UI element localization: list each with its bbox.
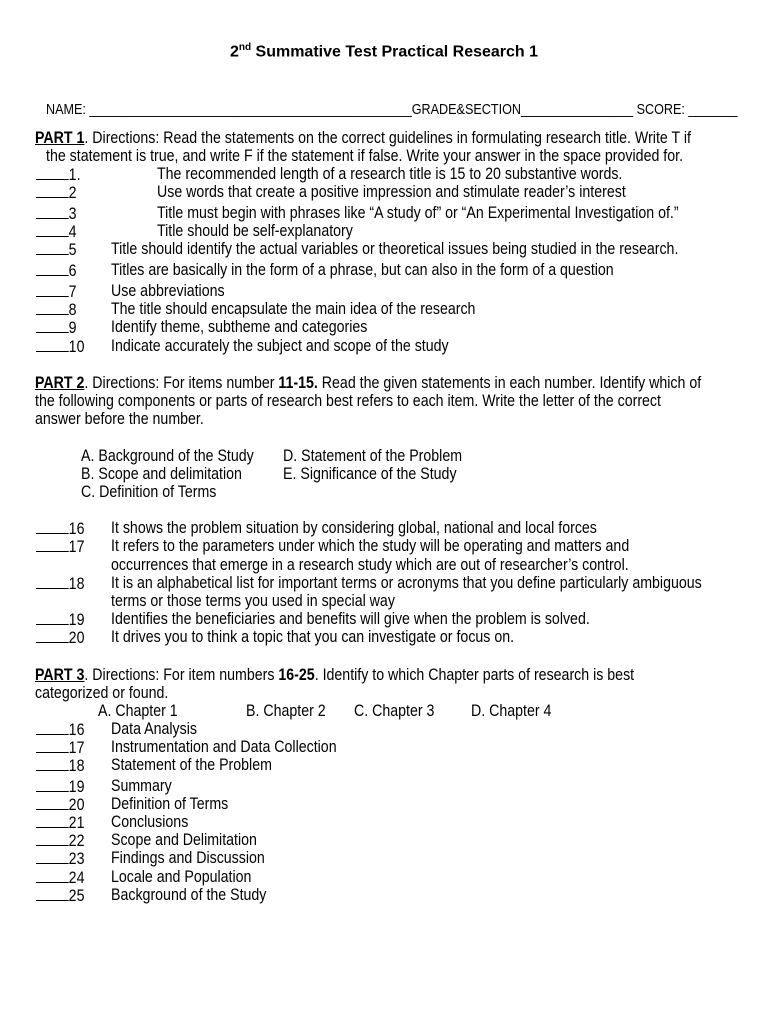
answer-row <box>36 813 84 832</box>
answer-row <box>36 261 77 280</box>
part3-label: PART 3 <box>35 666 85 684</box>
item-number: 8 <box>68 301 77 319</box>
answer-blank[interactable] <box>36 183 69 198</box>
answer-row <box>36 610 84 629</box>
answer-row <box>36 795 84 814</box>
answer-blank[interactable] <box>36 813 69 828</box>
answer-row <box>36 318 77 337</box>
item-number: 25 <box>68 887 85 905</box>
part2-directions-a: . Directions: For items number <box>84 374 279 392</box>
answer-blank[interactable] <box>36 204 69 219</box>
answer-blank[interactable] <box>36 261 69 276</box>
item-text: It shows the problem situation by considering global, national and local forces <box>111 519 597 537</box>
item-number: 10 <box>68 338 85 356</box>
item-text-continued: occurrences that emerge in a research study which are out of researcher’s control. <box>111 556 629 574</box>
item-text: Instrumentation and Data Collection <box>111 738 337 756</box>
part2-choice-d: D. Statement of the Problem <box>283 447 463 465</box>
answer-row <box>36 628 84 647</box>
answer-blank[interactable] <box>36 738 69 753</box>
answer-row <box>36 886 84 905</box>
answer-blank[interactable] <box>36 337 69 352</box>
answer-blank[interactable] <box>36 222 69 237</box>
part3-directions-b: . Identify to which Chapter parts of research is best <box>314 666 635 684</box>
part3-directions-line2: categorized or found. <box>35 684 169 702</box>
answer-row <box>36 337 84 356</box>
answer-blank[interactable] <box>36 318 69 333</box>
item-number: 23 <box>68 850 85 868</box>
part1-label: PART 1 <box>35 129 85 147</box>
answer-blank[interactable] <box>36 300 69 315</box>
part3-choice-d: D. Chapter 4 <box>471 702 552 720</box>
part1-directions-line1 <box>35 129 691 147</box>
item-text: The title should encapsulate the main idea of the research <box>111 300 476 318</box>
answer-row <box>36 300 77 319</box>
answer-row <box>36 183 77 202</box>
part2-directions-line1 <box>35 374 701 392</box>
part2-choice-a: A. Background of the Study <box>81 447 254 465</box>
item-text: Locale and Population <box>111 868 252 886</box>
item-text: Identifies the beneficiaries and benefits will give when the problem is solved. <box>111 610 590 628</box>
item-number: 19 <box>68 611 85 629</box>
item-text: Conclusions <box>111 813 189 831</box>
item-text: Indicate accurately the subject and scope of the study <box>111 337 449 355</box>
answer-row <box>36 574 84 593</box>
answer-row <box>36 204 77 223</box>
item-number: 1. <box>68 166 81 184</box>
item-number: 21 <box>68 814 85 832</box>
part2-label: PART 2 <box>35 374 85 392</box>
student-info-line: NAME: ______________________________________________GRADE&SECTION________________ SCORE: _______ <box>46 101 738 118</box>
item-number: 3 <box>68 205 77 223</box>
item-text: Use abbreviations <box>111 282 225 300</box>
part2-choice-b: B. Scope and delimitation <box>81 465 242 483</box>
item-text: Title must begin with phrases like “A study of” or “An Experimental Investigation of.” <box>157 204 679 222</box>
answer-row <box>36 738 84 757</box>
item-number: 17 <box>68 739 85 757</box>
item-text: Titles are basically in the form of a phrase, but can also in the form of a question <box>111 261 614 279</box>
item-number: 9 <box>68 319 77 337</box>
answer-row <box>36 222 77 241</box>
answer-blank[interactable] <box>36 537 69 552</box>
item-number: 20 <box>68 796 85 814</box>
part2-range: 11-15. <box>278 374 318 392</box>
answer-blank[interactable] <box>36 720 69 735</box>
item-text: Findings and Discussion <box>111 849 265 867</box>
part1-directions-line2: the statement is true, and write F if the statement if false. Write your answer in the space provided for. <box>46 147 684 165</box>
answer-blank[interactable] <box>36 886 69 901</box>
answer-row <box>36 519 84 538</box>
item-number: 22 <box>68 832 85 850</box>
answer-row <box>36 240 77 259</box>
item-text: Data Analysis <box>111 720 197 738</box>
item-text: Scope and Delimitation <box>111 831 257 849</box>
answer-blank[interactable] <box>36 849 69 864</box>
answer-blank[interactable] <box>36 831 69 846</box>
answer-row <box>36 756 84 775</box>
title-prefix: 2 <box>229 43 239 61</box>
item-text: Title should be self-explanatory <box>157 222 353 240</box>
part2-directions-line2: the following components or parts of research best refers to each item. Write the letter of the correct <box>35 392 661 410</box>
answer-blank[interactable] <box>36 282 69 297</box>
part3-choice-c: C. Chapter 3 <box>354 702 435 720</box>
item-number: 17 <box>68 538 85 556</box>
answer-blank[interactable] <box>36 240 69 255</box>
answer-blank[interactable] <box>36 628 69 643</box>
item-number: 16 <box>68 721 85 739</box>
part3-directions-line1 <box>35 666 634 684</box>
part3-directions-a: . Directions: For item numbers <box>84 666 279 684</box>
item-number: 19 <box>68 778 85 796</box>
part3-choice-b: B. Chapter 2 <box>246 702 326 720</box>
item-text: Background of the Study <box>111 886 267 904</box>
answer-row <box>36 282 77 301</box>
answer-row <box>36 831 84 850</box>
item-number: 24 <box>68 869 85 887</box>
item-number: 5 <box>68 241 77 259</box>
item-text: Identify theme, subtheme and categories <box>111 318 368 336</box>
answer-row <box>36 849 84 868</box>
answer-blank[interactable] <box>36 777 69 792</box>
part1-directions-text: . Directions: Read the statements on the correct guidelines in formulating research title. Write T if <box>84 129 691 147</box>
item-number: 18 <box>68 575 85 593</box>
page-title <box>0 42 768 61</box>
part3-choice-a: A. Chapter 1 <box>98 702 178 720</box>
answer-row <box>36 720 84 739</box>
item-text: It is an alphabetical list for important terms or acronyms that you define particularly ambiguous <box>111 574 702 592</box>
title-superscript: nd <box>238 42 252 53</box>
item-text: Title should identify the actual variables or theoretical issues being studied in the research. <box>111 240 679 258</box>
answer-row <box>36 868 84 887</box>
part2-directions-b: Read the given statements in each number. Identify which of <box>317 374 702 392</box>
title-text: Summative Test Practical Research 1 <box>251 43 539 61</box>
answer-blank[interactable] <box>36 574 69 589</box>
item-text: It drives you to think a topic that you can investigate or focus on. <box>111 628 515 646</box>
answer-row <box>36 777 84 796</box>
answer-blank[interactable] <box>36 519 69 534</box>
answer-blank[interactable] <box>36 165 69 180</box>
item-text: Definition of Terms <box>111 795 229 813</box>
item-number: 20 <box>68 629 85 647</box>
part2-directions-line3: answer before the number. <box>35 410 204 428</box>
answer-blank[interactable] <box>36 610 69 625</box>
item-number: 4 <box>68 223 77 241</box>
item-number: 16 <box>68 520 85 538</box>
part3-range: 16-25 <box>278 666 315 684</box>
answer-row <box>36 537 84 556</box>
item-text: Statement of the Problem <box>111 756 272 774</box>
item-text-continued: terms or those terms you used in special way <box>111 592 395 610</box>
item-text: The recommended length of a research title is 15 to 20 substantive words. <box>157 165 623 183</box>
item-number: 6 <box>68 262 77 280</box>
part2-choice-e: E. Significance of the Study <box>283 465 457 483</box>
item-text: It refers to the parameters under which the study will be operating and matters and <box>111 537 630 555</box>
item-text: Summary <box>111 777 172 795</box>
answer-row <box>36 165 81 184</box>
item-number: 7 <box>68 283 77 301</box>
answer-blank[interactable] <box>36 756 69 771</box>
part2-choice-c: C. Definition of Terms <box>81 483 217 501</box>
item-number: 18 <box>68 757 85 775</box>
item-number: 2 <box>68 184 77 202</box>
answer-blank[interactable] <box>36 795 69 810</box>
answer-blank[interactable] <box>36 868 69 883</box>
item-text: Use words that create a positive impression and stimulate reader’s interest <box>157 183 626 201</box>
